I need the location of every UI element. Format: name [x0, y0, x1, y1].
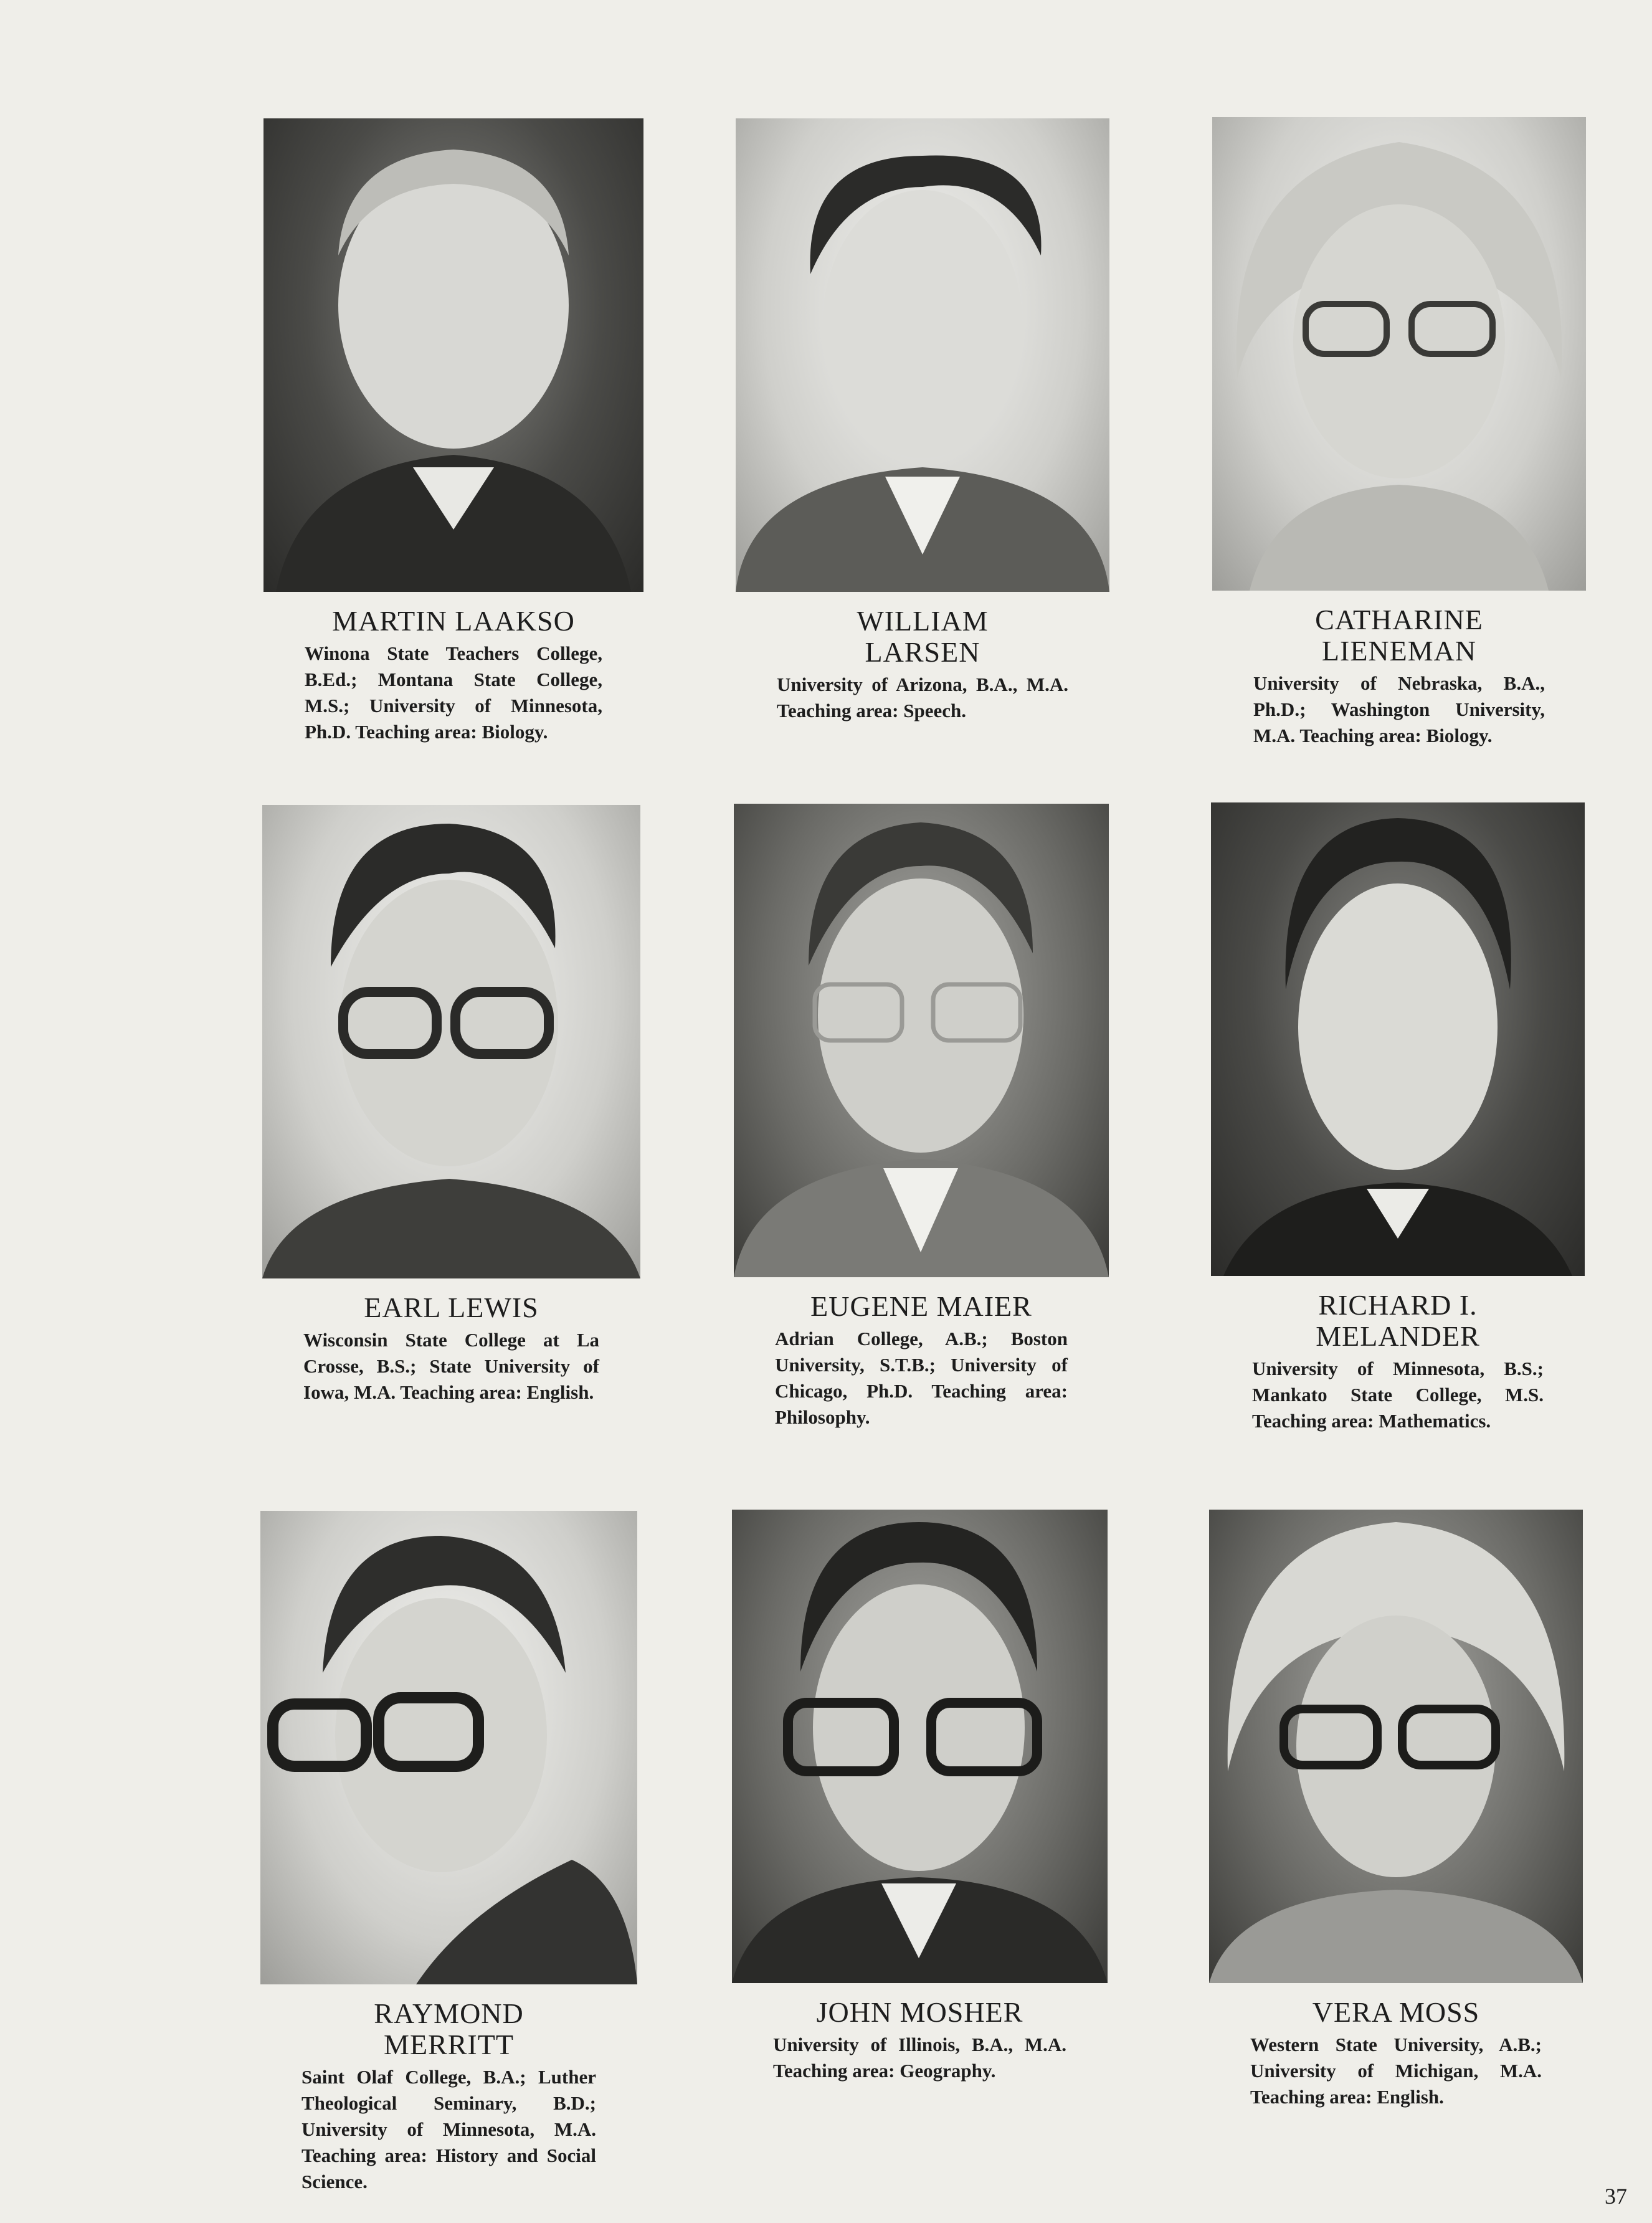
name-line: LIENEMAN	[1321, 635, 1477, 667]
faculty-name	[1211, 1290, 1585, 1352]
faculty-card-lewis	[262, 805, 640, 1406]
portrait-silhouette	[736, 118, 1109, 592]
portrait-photo	[736, 118, 1109, 592]
faculty-description: Wisconsin State College at La Crosse, B.S.; State University of Iowa, M.A. Teaching area: English.	[303, 1329, 599, 1403]
faculty-name	[263, 606, 643, 637]
portrait-silhouette	[732, 1510, 1108, 1983]
faculty-description: University of Arizona, B.A., M.A. Teaching area: Speech.	[777, 674, 1068, 721]
faculty-card-lieneman	[1212, 117, 1586, 749]
name-line: RAYMOND	[374, 1997, 524, 2029]
name-line: JOHN MOSHER	[816, 1996, 1023, 2028]
faculty-description: Winona State Teachers College, B.Ed.; Montana State College, M.S.; University of Minnesota, Ph.D. Teaching area: Biology.	[305, 642, 602, 743]
faculty-card-melander	[1211, 802, 1585, 1434]
faculty-card-moss	[1209, 1510, 1583, 2110]
faculty-description: University of Nebraska, B.A., Ph.D.; Washington University, M.A. Teaching area: Biology.	[1253, 672, 1545, 746]
name-line: WILLIAM	[857, 605, 989, 637]
name-line: EUGENE MAIER	[810, 1290, 1032, 1322]
faculty-card-mosher	[732, 1510, 1108, 2084]
name-line: EARL LEWIS	[364, 1292, 539, 1323]
name-line: MARTIN LAAKSO	[332, 605, 575, 637]
faculty-card-maier	[734, 804, 1109, 1430]
faculty-name	[1212, 604, 1586, 667]
name-line: LARSEN	[865, 636, 980, 668]
portrait-silhouette	[1211, 802, 1585, 1276]
portrait-photo	[260, 1511, 637, 1984]
portrait-silhouette	[262, 805, 640, 1278]
faculty-description: University of Minnesota, B.S.; Mankato State College, M.S. Teaching area: Mathematics.	[1252, 1358, 1544, 1432]
faculty-card-merritt	[260, 1511, 637, 2195]
portrait-photo	[1211, 802, 1585, 1276]
name-line: CATHARINE	[1315, 604, 1483, 635]
portrait-photo	[1209, 1510, 1583, 1983]
portrait-photo	[1212, 117, 1586, 591]
portrait-photo	[263, 118, 643, 592]
faculty-description: Saint Olaf College, B.A.; Luther Theological Seminary, B.D.; University of Minnesota, M.A. Teaching area: History and Social Science.	[301, 2066, 596, 2192]
faculty-name	[732, 1997, 1108, 2028]
faculty-description: University of Illinois, B.A., M.A. Teaching area: Geography.	[773, 2034, 1066, 2082]
portrait-silhouette	[260, 1511, 637, 1984]
faculty-name	[736, 606, 1109, 668]
name-line: VERA MOSS	[1312, 1996, 1480, 2028]
name-line: MERRITT	[384, 2029, 514, 2060]
faculty-card-larsen	[736, 118, 1109, 724]
portrait-silhouette	[734, 804, 1109, 1277]
faculty-name	[260, 1998, 637, 2060]
page-number: 37	[1605, 2184, 1627, 2209]
portrait-photo	[262, 805, 640, 1278]
portrait-silhouette	[1212, 117, 1586, 591]
name-line: MELANDER	[1316, 1320, 1480, 1352]
faculty-description: Adrian College, A.B.; Boston University, S.T.B.; University of Chicago, Ph.D. Teaching area: Philosophy.	[775, 1328, 1068, 1428]
portrait-photo	[734, 804, 1109, 1277]
portrait-silhouette	[1209, 1510, 1583, 1983]
faculty-name	[734, 1291, 1109, 1322]
portrait-silhouette	[263, 118, 643, 592]
faculty-name	[1209, 1997, 1583, 2028]
faculty-card-laakso	[263, 118, 643, 745]
faculty-description: Western State University, A.B.; University of Michigan, M.A. Teaching area: English.	[1250, 2034, 1542, 2108]
name-line: RICHARD I.	[1318, 1289, 1478, 1321]
portrait-photo	[732, 1510, 1108, 1983]
faculty-name	[262, 1292, 640, 1323]
